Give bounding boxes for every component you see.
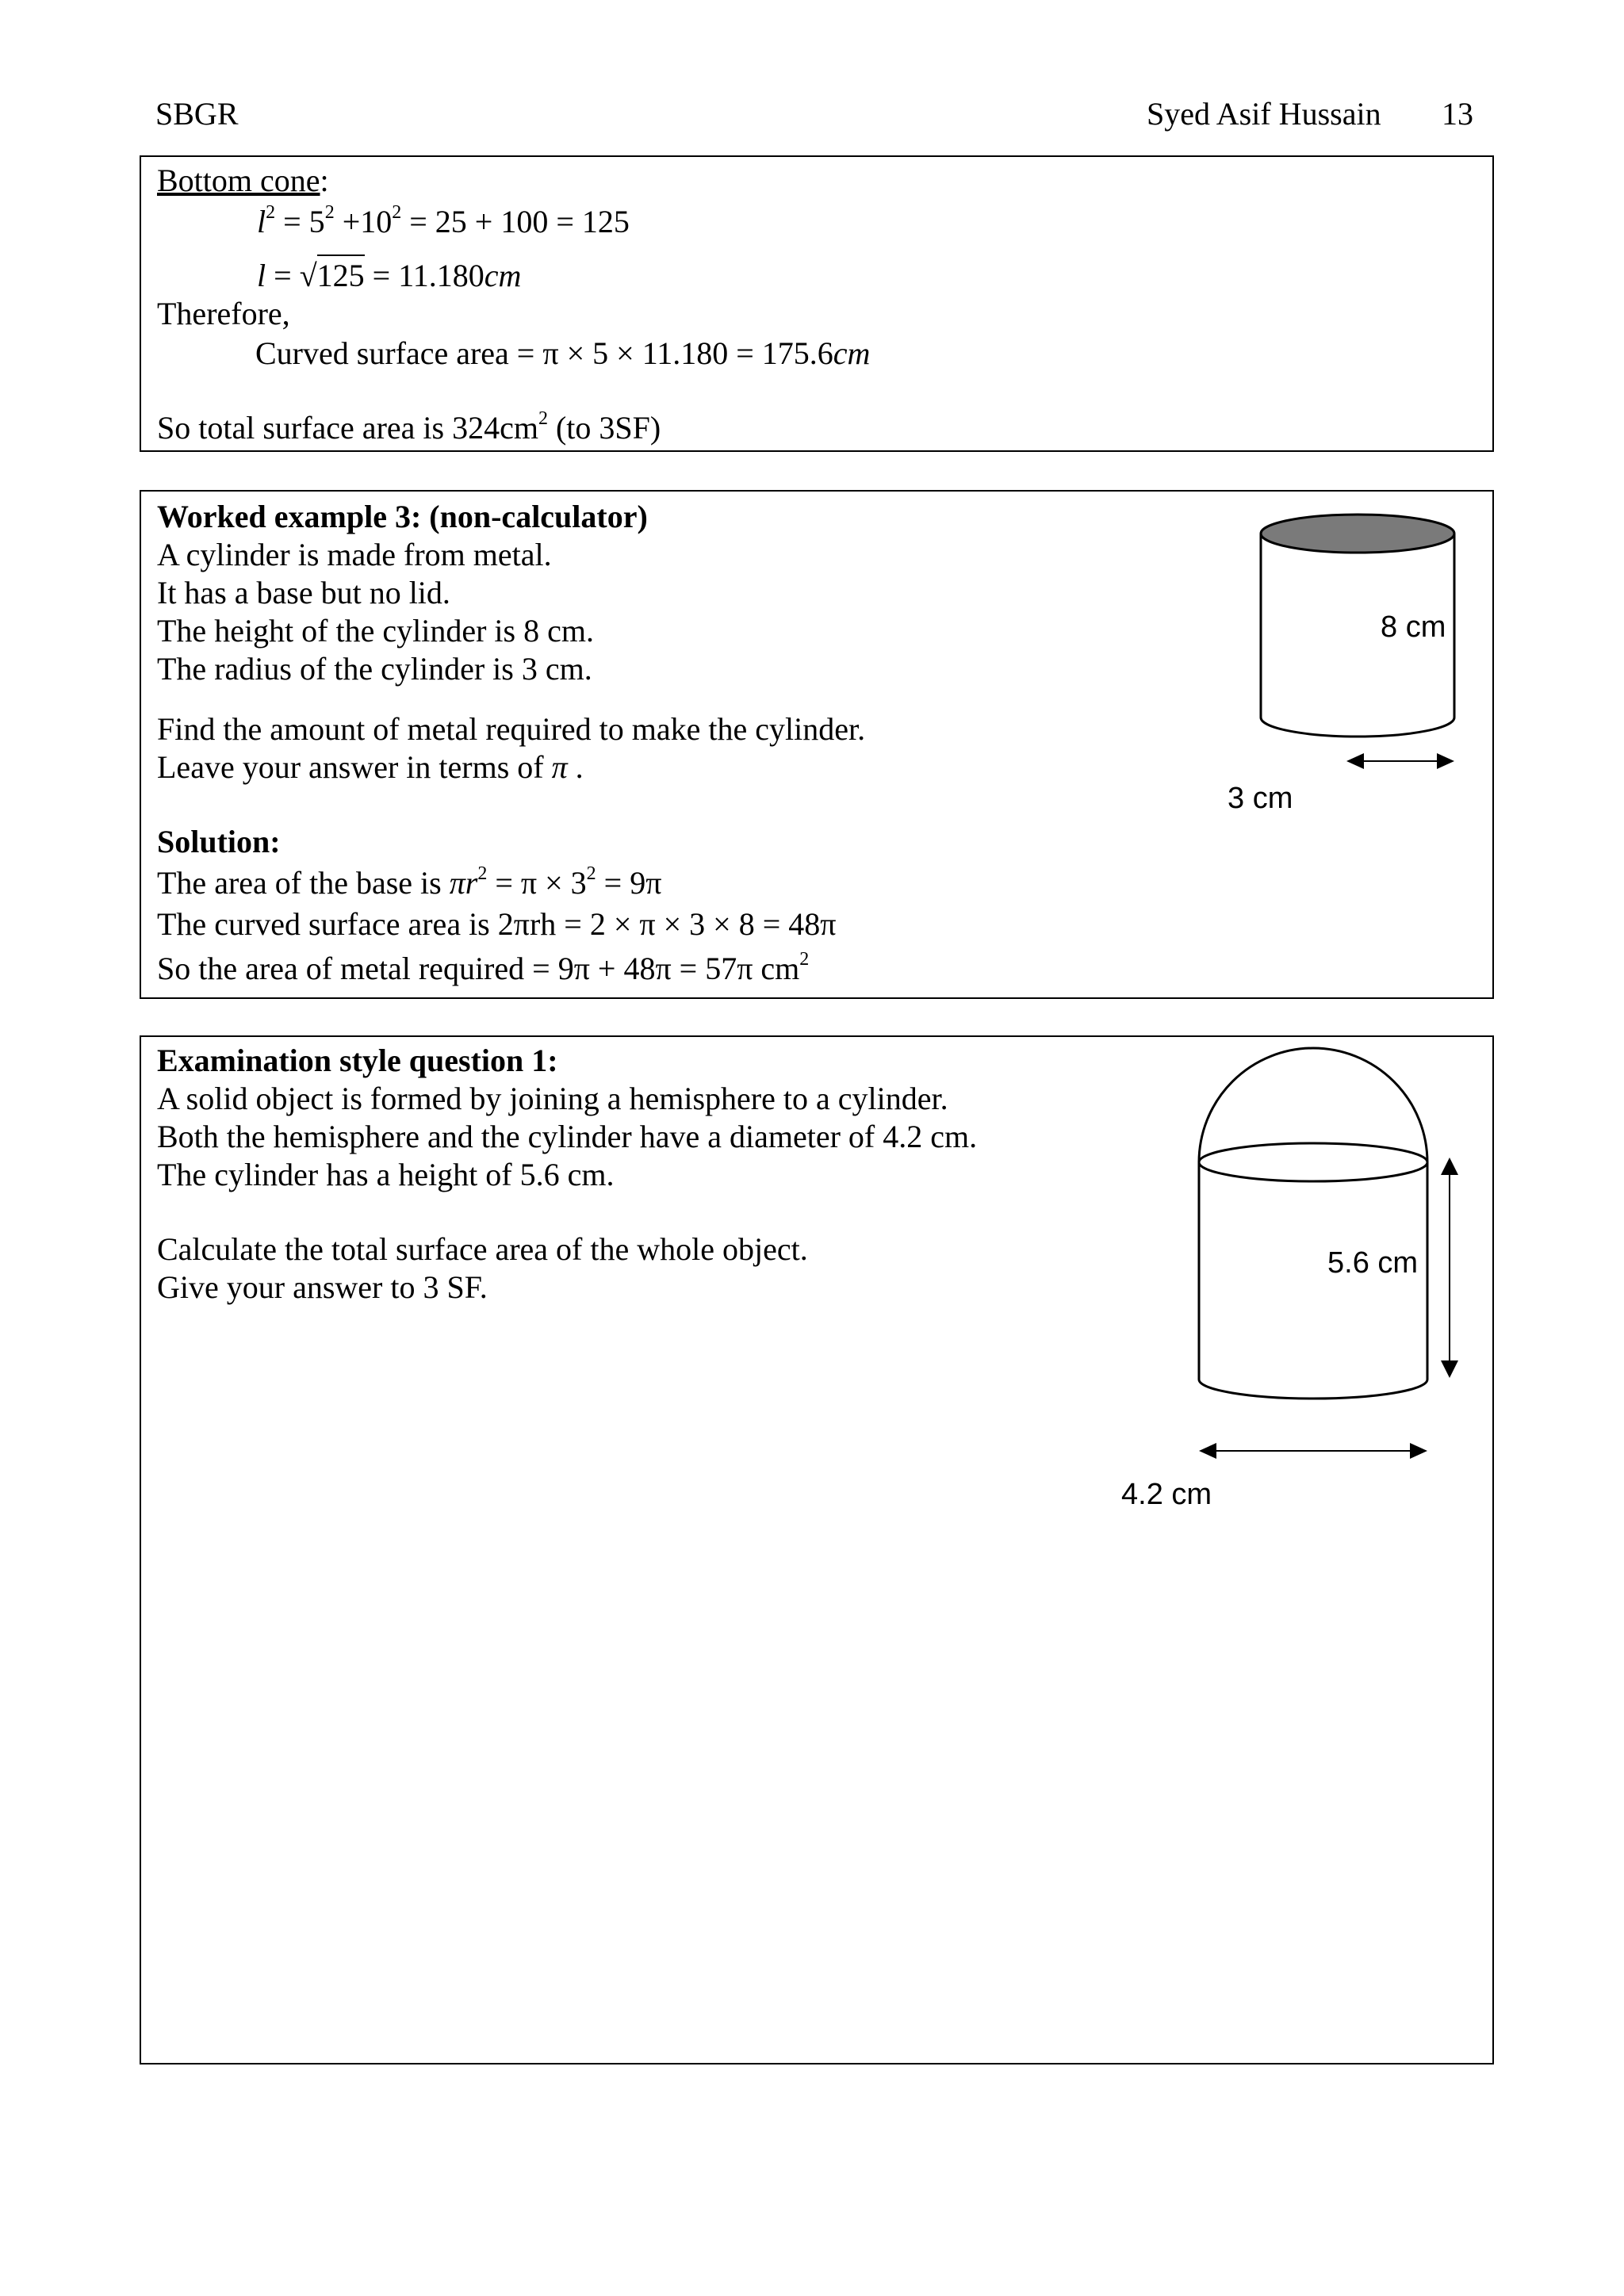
diameter-arrow-left: [1199, 1443, 1216, 1459]
eq1-rest: = 25 + 100 = 125: [401, 204, 630, 239]
sol2-a: The curved surface area is: [157, 906, 498, 942]
csa-expr: π × 5 × 11.180 = 175.6: [542, 335, 833, 371]
therefore-text: Therefore,: [157, 296, 290, 331]
solution-line-2: [157, 905, 836, 943]
csa-unit: cm: [833, 335, 871, 371]
total-b: (to 3SF): [547, 410, 661, 446]
eq1-exp: 2: [266, 202, 276, 223]
question-line-2: It has a base but no lid.: [157, 575, 450, 610]
leave-end: .: [567, 749, 584, 785]
page-number: 13: [1442, 96, 1473, 132]
height-label: 8 cm: [1381, 610, 1446, 644]
calculate-text: Calculate the total surface area of the whole object.: [157, 1231, 808, 1267]
eq1-eq: = 5: [275, 204, 325, 239]
bottom-cone-heading: [157, 162, 329, 200]
eq1-plus10: +10: [334, 204, 393, 239]
bottom-cone-heading-text: Bottom cone: [157, 163, 320, 198]
question-line-3: The height of the cylinder is 8 cm.: [157, 613, 594, 649]
total-exp: 2: [538, 408, 548, 429]
question-line-1: A cylinder is made from metal.: [157, 537, 552, 572]
leave-a: Leave your answer in terms of: [157, 749, 552, 785]
bottom-cone-box: [140, 155, 1494, 452]
eq2-rest: = 11.180: [364, 258, 485, 293]
sqrt-radicand: 125: [317, 254, 365, 293]
cylinder-top-ellipse: [1261, 515, 1454, 553]
exam-question-box: [140, 1035, 1494, 2064]
height-arrow-down: [1441, 1360, 1458, 1378]
diameter-arrow-right: [1410, 1443, 1427, 1459]
sol3-a: So the area of metal required =: [157, 951, 558, 986]
sol1-exp: 2: [477, 863, 488, 884]
eq1-l: l: [257, 204, 266, 239]
radius-arrow-right: [1437, 753, 1454, 769]
total-a: So total surface area is 324cm: [157, 410, 538, 446]
worked-example-title: Worked example 3: (non-calculator): [157, 499, 648, 534]
find-text: Find the amount of metal required to make the cylinder.: [157, 711, 866, 747]
solution-line-1: [157, 864, 661, 902]
sol3-exp: 2: [799, 949, 810, 970]
hemisphere-arc: [1199, 1048, 1427, 1162]
diameter-label: 4.2 cm: [1121, 1478, 1212, 1511]
eq1-exp5: 2: [324, 202, 335, 223]
sol1-exp2: 2: [586, 863, 596, 884]
sol3-b: 9π + 48π = 57π cm: [557, 951, 800, 986]
curved-surface-area-line: [255, 335, 870, 373]
header-left: SBGR: [155, 96, 239, 132]
radius-label: 3 cm: [1228, 782, 1293, 815]
csa-label: Curved surface area =: [255, 335, 543, 371]
sol1-a: The area of the base is: [157, 865, 450, 901]
sqrt-sign: √: [299, 258, 317, 293]
slant-height-equation: [257, 203, 630, 241]
sol1-d: = 9π: [596, 865, 662, 901]
bottom-cone-heading-colon: :: [320, 163, 329, 198]
slant-root-equation: [257, 257, 521, 295]
solution-line-3: [157, 950, 809, 988]
sol1-b: πr: [449, 865, 478, 901]
radius-arrow-left: [1346, 753, 1364, 769]
worked-example-box: [140, 490, 1494, 999]
sol2-b: 2πrh = 2 × π × 3 × 8 = 48π: [497, 906, 837, 942]
question-line-4: The radius of the cylinder is 3 cm.: [157, 651, 592, 687]
pi-symbol: π: [551, 749, 568, 785]
height-arrow-up: [1441, 1158, 1458, 1175]
eq2-unit: cm: [484, 258, 522, 293]
solution-heading: Solution:: [157, 824, 281, 859]
eq2-eq: =: [266, 258, 300, 293]
hemisphere-cylinder-joint-ellipse: [1199, 1143, 1427, 1181]
exam-line-1: A solid object is formed by joining a hemisphere to a cylinder.: [157, 1081, 948, 1116]
leave-answer-text: [157, 748, 584, 786]
header-author: Syed Asif Hussain: [1147, 96, 1381, 132]
exam-question-title: Examination style question 1:: [157, 1043, 558, 1078]
eq1-exp10: 2: [392, 202, 402, 223]
eq2-l: l: [257, 258, 266, 293]
sol1-c: = π × 3: [487, 865, 587, 901]
total-surface-area-line: [157, 409, 661, 447]
give-answer-text: Give your answer to 3 SF.: [157, 1269, 488, 1305]
cylinder-bottom-arc: [1261, 718, 1454, 737]
exam-line-2: Both the hemisphere and the cylinder have a diameter of 4.2 cm.: [157, 1119, 978, 1154]
exam-line-3: The cylinder has a height of 5.6 cm.: [157, 1157, 615, 1192]
height-label: 5.6 cm: [1327, 1246, 1419, 1280]
cylinder-bottom-arc: [1199, 1380, 1427, 1399]
hemisphere-cylinder-diagram: [1029, 1037, 1473, 1529]
